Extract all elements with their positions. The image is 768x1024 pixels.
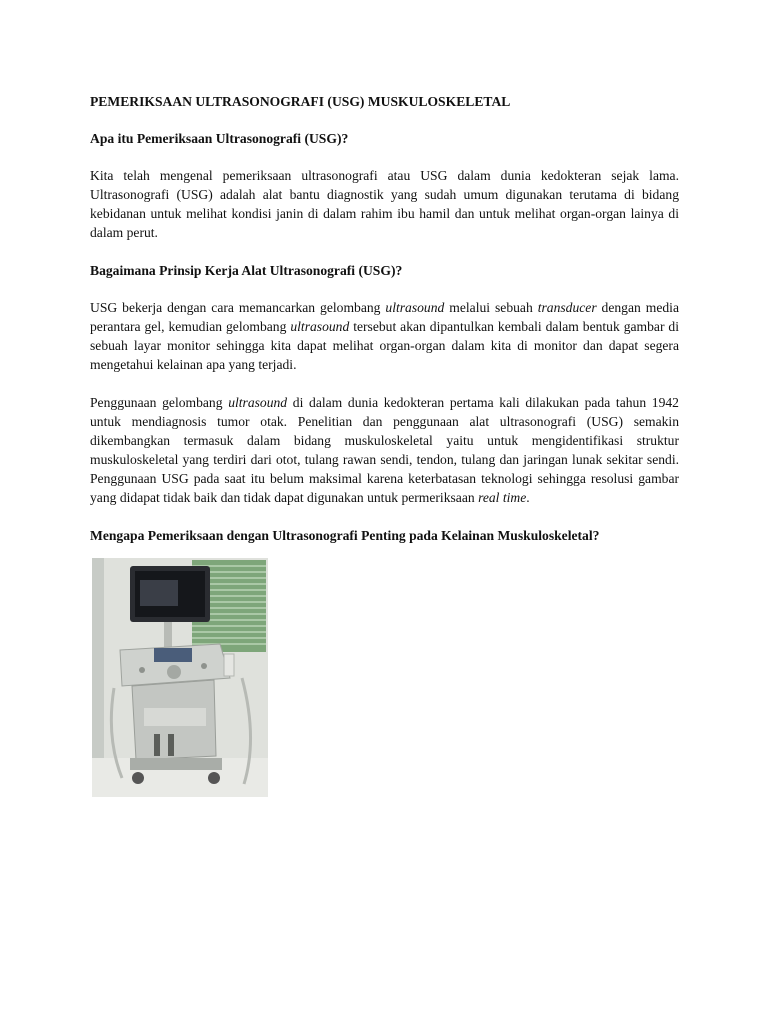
probe-holder <box>224 654 234 676</box>
text-run: tersebut akan dipantulkan kembali dalam bentuk gambar di sebuah layar monitor sehingga kita dapat melihat organ-organ dalam kita di monitor dan dapat segera mengetahui kelainan apa yang terjadi. <box>90 319 679 372</box>
paragraph-history <box>90 393 679 507</box>
wheel <box>208 772 220 784</box>
text-run: di dalam dunia kedokteran pertama kali dilakukan pada tahun 1942 untuk mendiagnosis tumor otak. Penelitian dan penggunaan alat ultrasonografi (USG) semakin dikembangkan termasuk dalam bidang muskuloskeletal yaitu untuk mengidentifikasi struktur muskuloskeletal yang terdiri dari otot, tulang rawan sendi, tendon, tulang dan jaringan lunak sekitar sendi. Penggunaan USG pada saat itu belum maksimal karena keterbatasan teknologi sehingga resolusi gambar yang didapat tidak baik dan tidak dapat digunakan untuk permeriksaan <box>90 395 679 505</box>
screen-image <box>140 580 178 606</box>
text-run: Penggunaan gelombang <box>90 395 229 410</box>
document-body <box>90 92 679 563</box>
text-run: melalui sebuah <box>444 300 538 315</box>
touch-screen <box>154 648 192 662</box>
probe-cable <box>154 734 160 756</box>
probe-cable <box>168 734 174 756</box>
document-title: PEMERIKSAAN ULTRASONOGRAFI (USG) MUSKULOSKELETAL <box>90 94 511 109</box>
body-panel <box>144 708 206 726</box>
italic-term: ultrasound <box>228 395 288 410</box>
ultrasound-machine-illustration <box>92 558 268 797</box>
italic-term: ultrasound <box>290 319 350 334</box>
control-knob <box>139 667 145 673</box>
section-heading-why-important: Mengapa Pemeriksaan dengan Ultrasonografi Penting pada Kelainan Muskuloskeletal? <box>90 528 600 543</box>
text-run: dengan media perantara gel, kemudian gelombang <box>90 300 679 334</box>
italic-term: ultrasound <box>385 300 445 315</box>
text-run: . <box>526 490 530 505</box>
section-heading-what-is-usg: Apa itu Pemeriksaan Ultrasonografi (USG)? <box>90 131 349 146</box>
italic-term: real time <box>478 490 527 505</box>
machine-base <box>130 758 222 770</box>
section-heading-working-principle: Bagaimana Prinsip Kerja Alat Ultrasonografi (USG)? <box>90 263 403 278</box>
text-run: USG bekerja dengan cara memancarkan gelombang <box>90 300 386 315</box>
control-knob <box>201 663 207 669</box>
paragraph-intro: Kita telah mengenal pemeriksaan ultrasonografi atau USG dalam dunia kedokteran sejak lama. Ultrasonografi (USG) adalah alat bantu diagnostik yang sudah umum digunakan terutama di bidang kebidanan untuk melihat kondisi janin di dalam rahim ibu hamil dan untuk melihat organ-organ lainya di dalam perut. <box>90 168 679 240</box>
italic-term: transducer <box>537 300 597 315</box>
paragraph-working-principle <box>90 298 679 374</box>
ultrasound-machine-photo <box>92 558 268 797</box>
wheel <box>132 772 144 784</box>
monitor-arm <box>164 618 172 648</box>
trackball <box>167 665 181 679</box>
